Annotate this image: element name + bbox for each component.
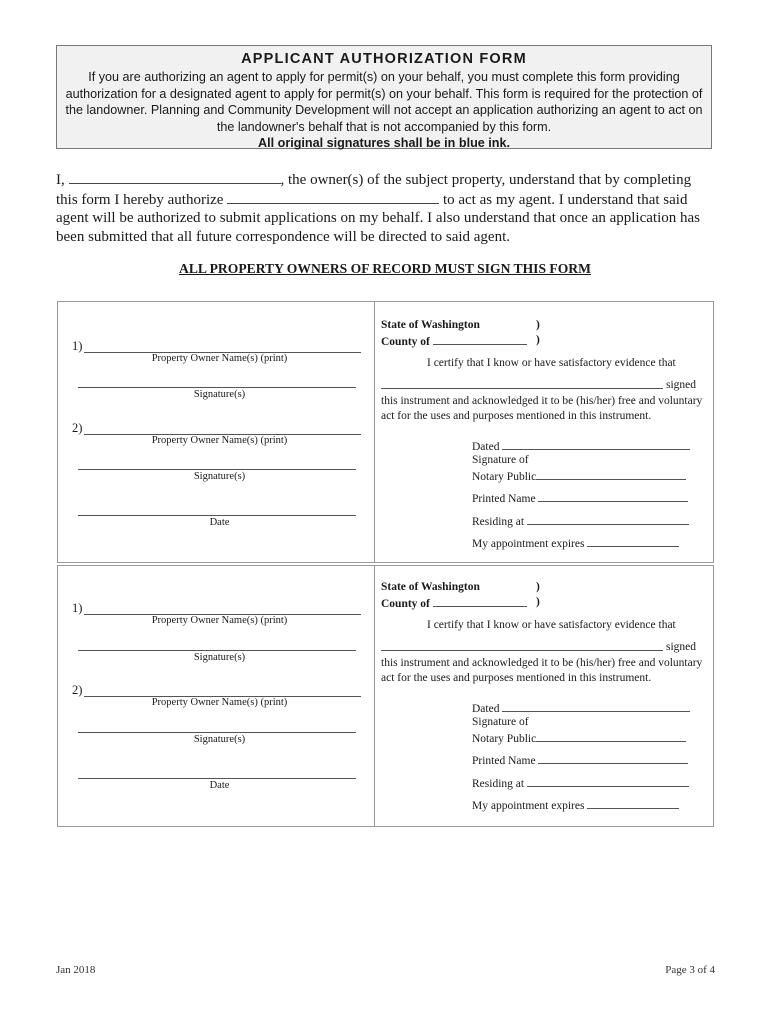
section-divider bbox=[374, 566, 375, 826]
owner-number-2: 2) bbox=[72, 421, 83, 435]
notary-paren: ) bbox=[536, 334, 540, 346]
owner-signature-field-1[interactable] bbox=[78, 386, 356, 388]
notary-state: State of Washington bbox=[381, 581, 480, 593]
county-field[interactable] bbox=[433, 334, 527, 345]
notary-paren: ) bbox=[536, 319, 540, 331]
owner-name-caption: Property Owner Name(s) (print) bbox=[151, 697, 288, 708]
form-title: APPLICANT AUTHORIZATION FORM bbox=[241, 51, 527, 67]
notary-county-label: County of bbox=[381, 334, 527, 348]
county-field[interactable] bbox=[433, 596, 527, 607]
intro-prefix: I, bbox=[56, 172, 65, 188]
signature-caption: Signature(s) bbox=[193, 471, 246, 482]
notary-state: State of Washington bbox=[381, 319, 480, 331]
owner-number-1: 1) bbox=[72, 601, 83, 615]
signature-caption: Signature(s) bbox=[193, 389, 246, 400]
owner-name-caption: Property Owner Name(s) (print) bbox=[151, 353, 288, 364]
owner-signature-field-2[interactable] bbox=[78, 731, 356, 733]
date-field[interactable] bbox=[78, 514, 356, 516]
owner-name-caption: Property Owner Name(s) (print) bbox=[151, 615, 288, 626]
notary-date-field[interactable] bbox=[502, 439, 690, 450]
notary-county-label: County of bbox=[381, 596, 527, 610]
notary-date-field[interactable] bbox=[502, 701, 690, 712]
notary-residing-field[interactable] bbox=[527, 514, 689, 525]
authorization-statement bbox=[56, 170, 716, 246]
signer-name-field[interactable] bbox=[381, 378, 663, 389]
owner-number-2: 2) bbox=[72, 683, 83, 697]
blue-ink-note: All original signatures shall be in blue ink. bbox=[258, 136, 510, 150]
signature-caption: Signature(s) bbox=[193, 734, 246, 745]
footer-date: Jan 2018 bbox=[56, 964, 96, 976]
signer-name-field[interactable] bbox=[381, 640, 663, 651]
notary-appointment-field[interactable] bbox=[587, 536, 679, 547]
notary-paren: ) bbox=[536, 596, 540, 608]
notary-printed-name-field[interactable] bbox=[538, 753, 688, 764]
must-sign-heading: ALL PROPERTY OWNERS OF RECORD MUST SIGN THIS FORM bbox=[179, 261, 591, 276]
notary-public: Notary Public bbox=[472, 731, 686, 745]
notary-appointment: My appointment expires bbox=[472, 536, 679, 550]
notary-dated: Dated bbox=[472, 439, 690, 453]
notary-public: Notary Public bbox=[472, 469, 686, 483]
intro-part1: , the owner(s) of the subject property, understand that by completing this form I hereby authorize bbox=[56, 172, 692, 208]
date-field[interactable] bbox=[78, 777, 356, 779]
date-caption: Date bbox=[209, 517, 230, 528]
notary-appointment-field[interactable] bbox=[587, 798, 679, 809]
notary-signature-of: Signature of bbox=[472, 716, 529, 728]
notary-signed: signed bbox=[666, 379, 697, 391]
instructions-text: If you are authorizing an agent to apply for permit(s) on your behalf, you must complete this form providing authorization for a designated agent to apply for permit(s) on your behalf. This form is required for the protection of the landowner. Planning and Community Development will not accept an application authorizing an agent to act on the landowner's behalf that is not accompanied by this form. bbox=[65, 70, 703, 134]
notary-instrument: this instrument and acknowledged it to be (his/her) free and voluntary act for the uses and purposes mentioned in this instrument. bbox=[381, 395, 703, 422]
notary-signature-of: Signature of bbox=[472, 454, 529, 466]
agent-name-blank[interactable] bbox=[227, 190, 439, 204]
notary-signed: signed bbox=[666, 641, 697, 653]
signature-section-1 bbox=[57, 301, 714, 563]
owner-number-1: 1) bbox=[72, 339, 83, 353]
notary-paren: ) bbox=[536, 581, 540, 593]
notary-printed-name-field[interactable] bbox=[538, 491, 688, 502]
instructions-box bbox=[56, 45, 712, 149]
notary-appointment: My appointment expires bbox=[472, 798, 679, 812]
date-caption: Date bbox=[209, 780, 230, 791]
owner-signature-field-1[interactable] bbox=[78, 649, 356, 651]
notary-residing-at: Residing at bbox=[472, 776, 689, 790]
notary-residing-field[interactable] bbox=[527, 776, 689, 787]
notary-instrument: this instrument and acknowledged it to be (his/her) free and voluntary act for the uses and purposes mentioned in this instrument. bbox=[381, 657, 703, 684]
notary-dated: Dated bbox=[472, 701, 690, 715]
notary-printed-name: Printed Name bbox=[472, 491, 688, 505]
owner-name-caption: Property Owner Name(s) (print) bbox=[151, 435, 288, 446]
signature-caption: Signature(s) bbox=[193, 652, 246, 663]
notary-printed-name: Printed Name bbox=[472, 753, 688, 767]
notary-residing-at: Residing at bbox=[472, 514, 689, 528]
owner-signature-field-2[interactable] bbox=[78, 468, 356, 470]
notary-certify: I certify that I know or have satisfactory evidence that bbox=[427, 619, 676, 631]
intro-part2: to act as my agent. I understand that said agent will be authorized to submit applications on my behalf. I also understand that once an application has been submitted that all future correspondence will be directed to said agent. bbox=[56, 191, 700, 245]
notary-certify: I certify that I know or have satisfactory evidence that bbox=[427, 357, 676, 369]
owner-name-blank[interactable] bbox=[69, 170, 281, 184]
notary-signature-field[interactable] bbox=[536, 731, 686, 742]
signature-section-2 bbox=[57, 565, 714, 827]
notary-signature-field[interactable] bbox=[536, 469, 686, 480]
section-divider bbox=[374, 302, 375, 562]
footer-page-number: Page 3 of 4 bbox=[665, 964, 715, 976]
